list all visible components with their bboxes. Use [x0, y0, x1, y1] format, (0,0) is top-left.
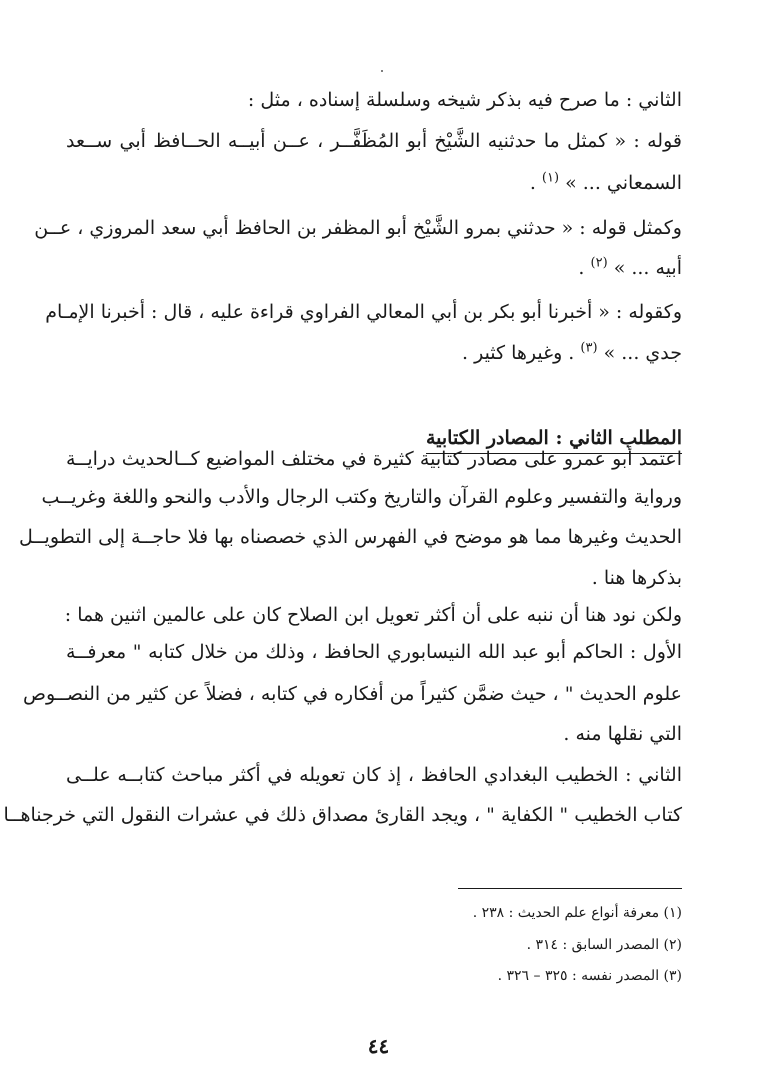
footnote-ref-1: (١) — [541, 170, 560, 186]
body-line-4: وكمثل قوله : « حدثني بمرو الشَّيْخ أبو المظفر بن الحافظ أبي سعد المروزي ، عــن — [34, 217, 682, 239]
quote-text: السمعاني ... » — [565, 172, 682, 194]
section-line-2: ورواية والتفسير وعلوم القرآن والتاريخ وكتب الرجال والأدب والنحو واللغة وغريــب — [41, 486, 682, 508]
section-heading: المطلب الثاني : المصادر الكتابية — [426, 423, 682, 454]
line-end: . — [578, 257, 585, 279]
body-line-2: قوله : « كمثل ما حدثنيه الشَّيْخ أبو المُظَفَّــر ، عــن أبيــه الحــافظ أبي ســعد — [66, 130, 682, 152]
footnote-2: (٢) المصدر السابق : ٣١٤ . — [526, 937, 682, 953]
section-line-4: بذكرها هنا . — [591, 567, 682, 589]
section-line-6: الأول : الحاكم أبو عبد الله النيسابوري الحافظ ، وذلك من خلال كتابه " معرفــة — [66, 641, 682, 663]
book-page — [3, 0, 682, 1090]
quote-text: جدي ... » — [603, 342, 682, 364]
footnote-3: (٣) المصدر نفسه : ٣٢٥ – ٣٢٦ . — [497, 968, 682, 984]
footnote-ref-3: (٣) — [580, 340, 598, 356]
section-line-9: الثاني : الخطيب البغدادي الحافظ ، إذ كان تعويله في أكثر مباحث كتابــه علــى — [66, 764, 682, 786]
section-line-5: ولكن نود هنا أن ننبه على أن أكثر تعويل ابن الصلاح كان على عالمين اثنين هما : — [64, 604, 682, 626]
body-line-7 — [66, 338, 682, 368]
body-line-5 — [66, 253, 682, 283]
section-line-8: التي نقلها منه . — [563, 723, 682, 745]
line-end: . — [529, 172, 536, 194]
line-end: . وغيرها كثير . — [462, 342, 575, 364]
quote-text: أبيه ... » — [613, 257, 682, 279]
body-line-3 — [66, 168, 682, 198]
page-number: ٤٤ — [367, 1034, 390, 1058]
section-line-7: علوم الحديث " ، حيث ضمَّن كثيراً من أفكاره في كتابه ، فضلاً عن كثير من النصــوص — [23, 683, 682, 705]
body-line-6: وكقوله : « أخبرنا أبو بكر بن أبي المعالي الفراوي قراءة عليه ، قال : أخبرنا الإمـام — [45, 301, 682, 323]
footnote-separator — [458, 888, 682, 889]
section-line-1: اعتمد أبو عمرو على مصادر كتابية كثيرة في مختلف المواضيع كــالحديث درايــة — [66, 448, 682, 470]
footnote-1: (١) معرفة أنواع علم الحديث : ٢٣٨ . — [472, 905, 682, 921]
body-line-1: الثاني : ما صرح فيه بذكر شيخه وسلسلة إسناده ، مثل : — [247, 89, 682, 111]
section-line-10: كتاب الخطيب " الكفاية " ، ويجد القارئ مصداق ذلك في عشرات النقول التي خرجناهــا — [3, 804, 682, 826]
footnote-ref-2: (٢) — [590, 255, 608, 271]
section-line-3: الحديث وغيرها مما هو موضح في الفهرس الذي خصصناه بها فلا حاجــة إلى التطويــل — [19, 526, 682, 548]
